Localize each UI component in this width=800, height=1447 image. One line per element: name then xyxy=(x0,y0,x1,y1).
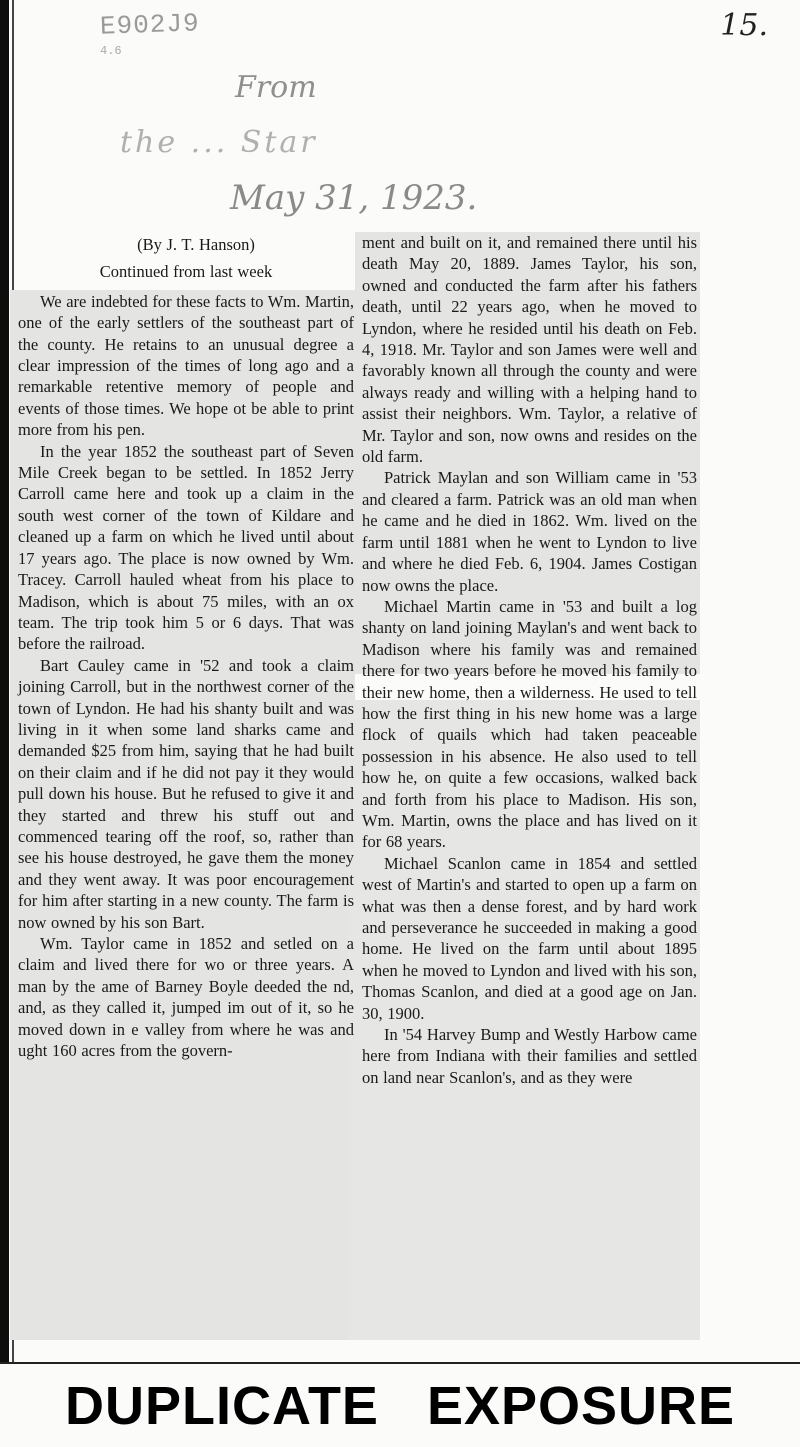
film-edge xyxy=(0,0,9,1362)
paragraph: We are indebted for these facts to Wm. Martin, one of the early settlers of the southeast part of the county. He retains to an unusual degree a clear impression of the times of long ago and a remarkable retentive memory of people and events of those times. We hope ot be able to print more from his pen. xyxy=(18,291,354,440)
paragraph: In '54 Harvey Bump and Westly Harbow came here from Indiana with their families and settled on land near Scanlon's, and as they were xyxy=(362,1025,697,1087)
paragraph: Bart Cauley came in '52 and took a claim joining Carroll, but in the northwest corner of the town of Lyndon. He had his shanty built and was living in it when some land sharks came and demanded $25 from him, saying that he had built on their claim and if he did not pay it they would pull down his house. But he refused to give it and they started and threw his stuff out and commenced tearing off the roof, so, rather than see his house destroyed, he gave them the money and they went away. It was poor encouragement for him after starting in a new county. The farm is now owned by his son Bart. xyxy=(18,655,354,932)
paragraph: Wm. Taylor came in 1852 and setled on a claim and lived there for wo or three years. A man by the ame of Barney Boyle deeded the nd, and, as they called it, jumped im out of it, so he moved down in e valley from where he was and ught 160 acres from the govern- xyxy=(18,934,354,1061)
banner-divider xyxy=(0,1362,800,1364)
article-column-right xyxy=(362,232,697,1088)
newspaper-clipping xyxy=(10,232,700,1340)
banner-word-exposure: EXPOSURE xyxy=(426,1376,736,1436)
handwritten-note-date: May 31, 1923. xyxy=(230,178,478,218)
article-continued-note: Continued from last week xyxy=(99,262,273,282)
handwritten-note-source: the ... Star xyxy=(120,125,318,160)
paragraph: ment and built on it, and remained there until his death May 20, 1889. James Taylor, his son, owned and conducted the farm after his fathers death, until 22 years ago, when he moved to Lyndon, where he resided until his death on Feb. 4, 1918. Mr. Taylor and son James were well and favorably known all through the county and were always ready and willing with a helping hand to assist their neighbors. Wm. Taylor, a relative of Mr. Taylor and son, now owns and resides on the old farm. xyxy=(362,233,697,467)
article-column-left xyxy=(18,234,354,1061)
archive-stamp: E902J9 xyxy=(99,8,201,42)
handwritten-note-from: From xyxy=(235,70,317,105)
paragraph: Michael Scanlon came in 1854 and settled west of Martin's and started to open up a farm on what was then a dense forest, and by hard work and perseverance he succeeded in making a good home. He lived on the farm until about 1895 when he moved to Lyndon and lived with his son, Thomas Scanlon, and died at a good age on Jan. 30, 1900. xyxy=(362,853,697,1023)
article-byline: (By J. T. Hanson) xyxy=(137,235,255,254)
archive-stamp-sub: 4.6 xyxy=(100,44,122,58)
banner-word-duplicate: DUPLICATE xyxy=(64,1376,379,1436)
paragraph: Michael Martin came in '53 and built a log shanty on land joining Maylan's and went back to Madison where his family was and remained there for two years before he moved his family to their new home, then a wilderness. He used to tell how the first thing in his new home was a large flock of quails which had taken peaceable possession in his absence. He also used to tell how he, on quite a few occasions, walked back and forth from his place to Madison. His son, Wm. Martin, owns the place and has lived on it for 68 years. xyxy=(362,596,697,852)
paragraph: Patrick Maylan and son William came in '53 and cleared a farm. Patrick was an old man when he came and he died in 1862. Wm. lived on the farm until 1881 when he went to Lyndon to live and where he died Feb. 6, 1904. James Costigan now owns the place. xyxy=(362,468,697,595)
duplicate-exposure-banner xyxy=(0,1375,800,1437)
paragraph: In the year 1852 the southeast part of Seven Mile Creek began to be settled. In 1852 Jerry Carroll came here and took up a claim in the south west corner of the town of Kildare and cleaned up a farm on which he lived until about 17 years ago. The place is now owned by Wm. Tracey. Carroll hauled wheat from his place to Madison, which is about 75 miles, with an ox team. The trip took him 5 or 6 days. That was before the railroad. xyxy=(18,441,354,654)
page-number: 15. xyxy=(720,8,768,43)
